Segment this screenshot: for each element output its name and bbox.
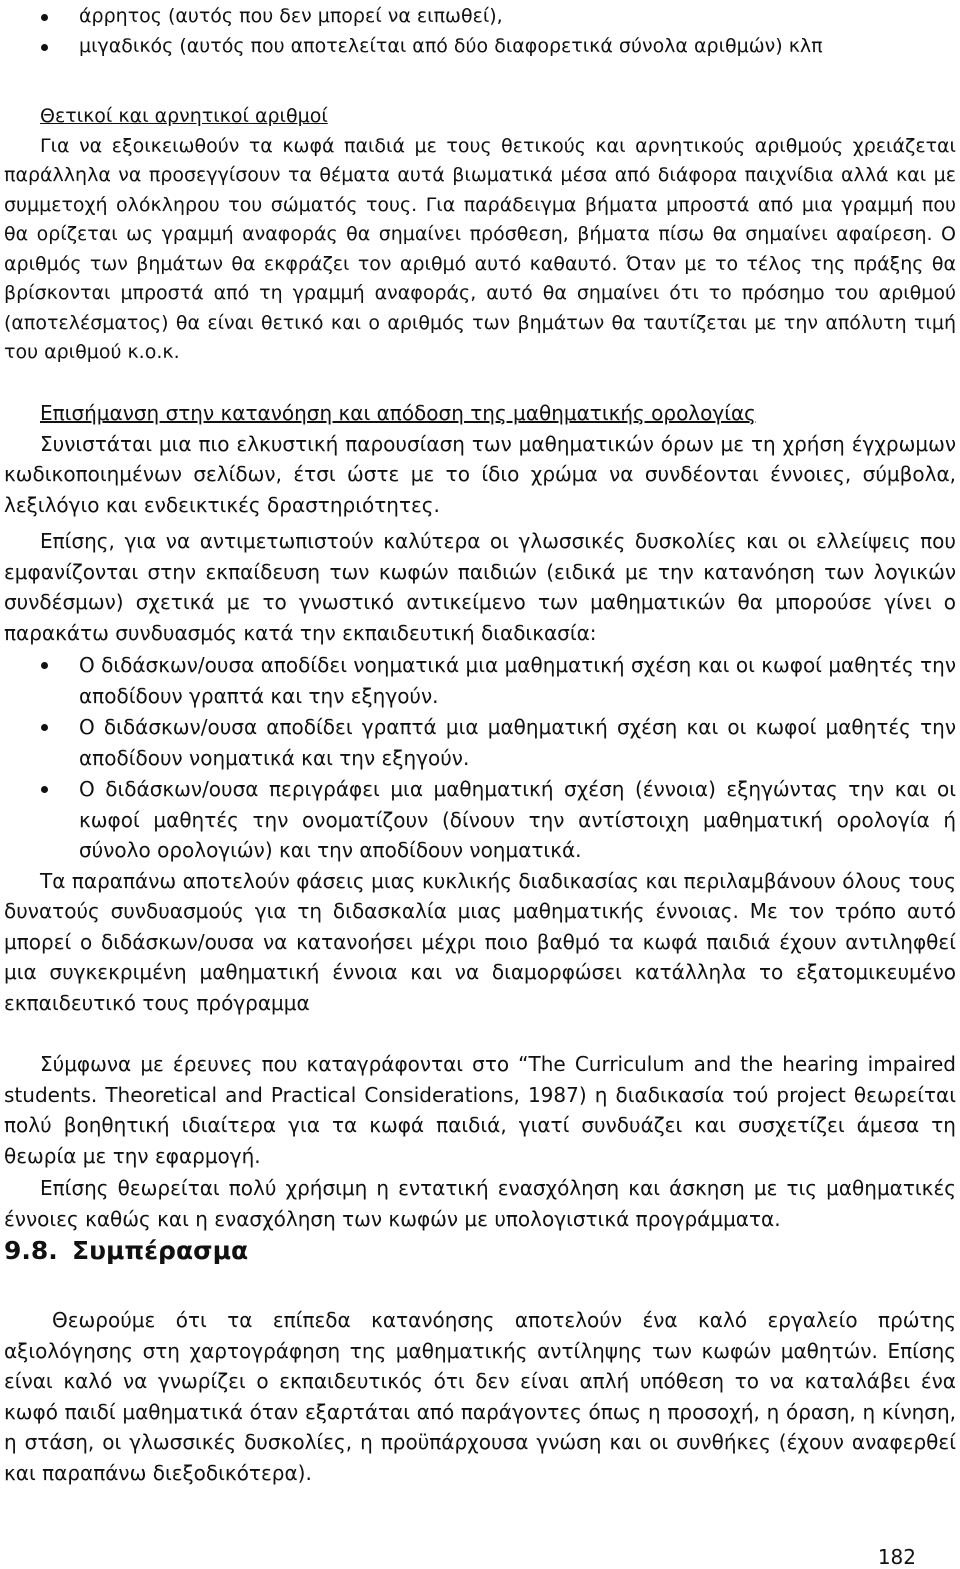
paragraph: Σύμφωνα με έρευνες που καταγράφονται στο “The Curriculum and the hearing impaired students. Theoretical and Practical Considerations, 1987) η διαδικασία τού project θεωρείται πολύ βοηθητική ιδιαίτερα για τα κωφά παιδιά, γιατί συνδυάζει και συσχετίζει άμεσα τη θεωρία με την εφαρμογή. xyxy=(4,1052,956,1168)
list-item: Ο διδάσκων/ουσα αποδίδει νοηματικά μια μαθηματική σχέση και οι κωφοί μαθητές την αποδίδουν γραπτά και την εξηγούν. xyxy=(0,650,956,711)
section-heading: Επισήμανση στην κατανόηση και απόδοση της μαθηματικής ορολογίας xyxy=(40,401,756,425)
paragraph: Τα παραπάνω αποτελούν φάσεις μιας κυκλικής διαδικασίας και περιλαμβάνουν όλους τους δυνατούς συνδυασμούς για τη διδασκαλία μιας μαθηματικής έννοιας. Με τον τρόπο αυτό μπορεί ο διδάσκων/ουσα να κατανοήσει μέχρι ποιο βαθμό τα κωφά παιδιά έχουν αντιληφθεί μια συγκεκριμένη μαθηματική έννοια και να διαμορφώσει κατάλληλα το εξατομικευμένο εκπαιδευτικό τους πρόγραμμα xyxy=(4,868,956,1015)
list-item: Ο διδάσκων/ουσα περιγράφει μια μαθηματική σχέση (έννοια) εξηγώντας την και οι κωφοί μαθητές την ονοματίζουν (δίνουν την αντίστοιχη μαθηματική ορολογία ή σύνολο ορολογιών) και την αποδίδουν νοηματικά. xyxy=(0,774,956,866)
list-item: μιγαδικός (αυτός που αποτελείται από δύο διαφορετικά σύνολα αριθμών) κλπ xyxy=(0,32,956,62)
paragraph: Συνιστάται μια πιο ελκυστική παρουσίαση των μαθηματικών όρων με τη χρήση έγχρωμων κωδικοποιημένων σελίδων, έτσι ώστε με το ίδιο χρώμα να συνδέονται έννοιες, σύμβολα, λεξιλόγιο και ενδεικτικές δραστηριότητες. xyxy=(4,431,956,517)
paragraph: Επίσης θεωρείται πολύ χρήσιμη η εντατική ενασχόληση και άσκηση με τις μαθηματικές έννοιες καθώς και η ενασχόληση των κωφών με υπολογιστικά προγράμματα. xyxy=(4,1176,956,1231)
section-number: 9.8. xyxy=(4,1236,58,1265)
paragraph: Για να εξοικειωθούν τα κωφά παιδιά με τους θετικούς και αρνητικούς αριθμούς χρειάζεται παράλληλα να προσεγγίσουν τα θέματα αυτά βιωματικά μέσα από διάφορα παιχνίδια αλλά και με συμμετοχή ολόκληρου του σώματός τους. Για παράδειγμα βήματα μπροστά από μια γραμμή που θα ορίζεται ως γραμμή αναφοράς θα σημαίνει πρόσθεση, βήματα πίσω θα σημαίνει αφαίρεση. Ο αριθμός των βημάτων θα εκφράζει τον αριθμό αυτό καθαυτό. Όταν με το τέλος της πράξης θα βρίσκονται μπροστά από τη γραμμή αναφοράς, αυτό θα σημαίνει ότι το πρόσημο του αριθμού (αποτελέσματος) θα είναι θετικό και ο αριθμός των βημάτων θα ταυτίζεται με την απόλυτη τιμή του αριθμού κ.ο.κ. xyxy=(4,134,956,363)
paragraph: Θεωρούμε ότι τα επίπεδα κατανόησης αποτελούν ένα καλό εργαλείο πρώτης αξιολόγησης στη χαρτογράφηση της μαθηματικής αντίληψης των κωφών μαθητών. Επίσης είναι καλό να γνωρίζει ο εκπαιδευτικός ότι δεν είναι απλή υπόθεση το να καταλάβει ένα κωφό παιδί μαθηματικά όταν εξαρτάται από παράγοντες όπως η προσοχή, η όραση, η κίνηση, η στάση, οι γλωσσικές δυσκολίες, η προϋπάρχουσα γνώση και οι συνθήκες (έχουν αναφερθεί και παραπάνω διεξοδικότερα). xyxy=(4,1308,956,1485)
section-heading-conclusion xyxy=(4,1236,248,1266)
list-item: Ο διδάσκων/ουσα αποδίδει γραπτά μια μαθηματική σχέση και οι κωφοί μαθητές την αποδίδουν νοηματικά και την εξηγούν. xyxy=(0,712,956,773)
section-title: Συμπέρασμα xyxy=(72,1236,249,1265)
paragraph: Επίσης, για να αντιμετωπιστούν καλύτερα οι γλωσσικές δυσκολίες και οι ελλείψεις που εμφανίζονται στην εκπαίδευση των κωφών παιδιών (ειδικά με την κατανόηση των λογικών συνδέσμων) σχετικά με το γνωστικό αντικείμενο των μαθηματικών θα μπορούσε γίνει ο παρακάτω συνδυασμός κατά την εκπαιδευτική διαδικασία: xyxy=(4,529,956,645)
section-positive-negative xyxy=(4,102,956,368)
section-heading: Θετικοί και αρνητικοί αριθμοί xyxy=(40,105,328,127)
list-item: άρρητος (αυτός που δεν μπορεί να ειπωθεί), xyxy=(0,2,956,32)
method-bullet-list xyxy=(0,650,956,866)
section-terminology xyxy=(4,398,956,1234)
top-bullet-list xyxy=(0,2,956,61)
section-conclusion xyxy=(4,1305,956,1488)
page-number: 182 xyxy=(877,1545,916,1569)
